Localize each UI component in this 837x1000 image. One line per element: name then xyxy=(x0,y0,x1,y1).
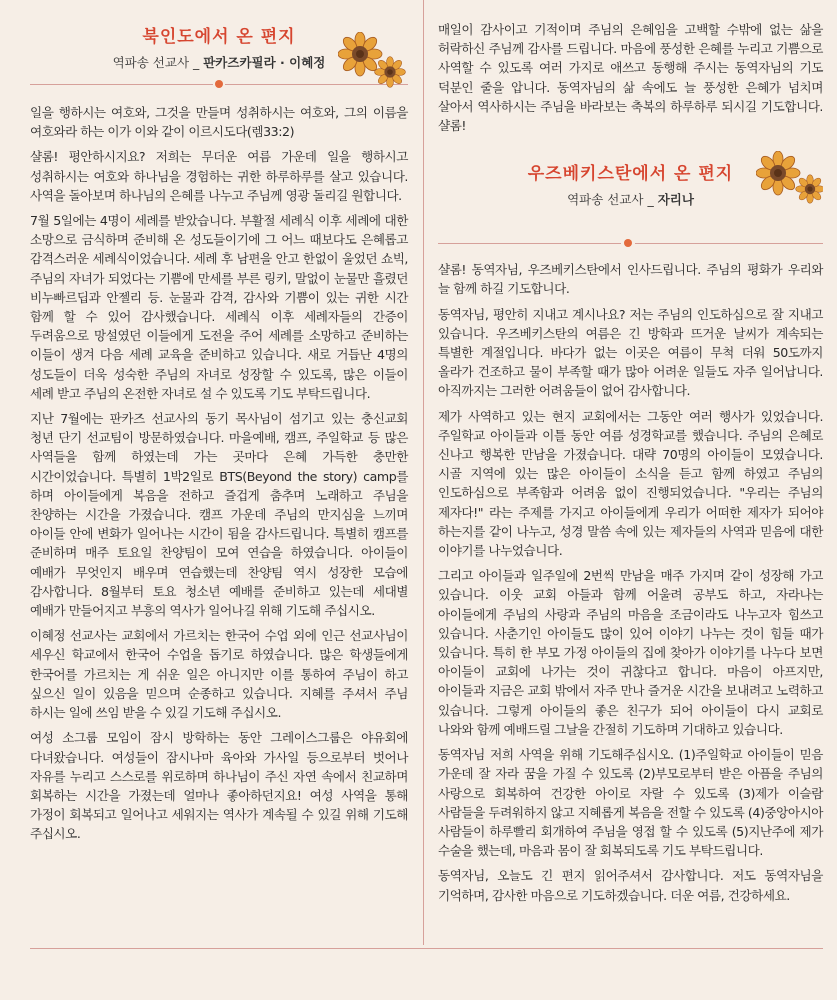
right-byline-prefix: 역파송 선교사 _ xyxy=(567,192,658,208)
right-letter-header xyxy=(438,141,823,250)
bottom-rule xyxy=(30,948,823,949)
left-letter-body xyxy=(30,103,408,844)
right-paragraph: 그리고 아이들과 일주일에 2번씩 만남을 매주 가지며 같이 성장해 가고 있습니다. 이웃 교회 아들과 함께 어울려 공부도 하고, 자라나는 아이들에게 주님의 사랑과 주님의 마음을 조금이라도 나누고자 힘쓰고 있습니다. 사춘기인 아이들도 많이 있어 이야기 나누는 것이 힘들 때가 있습니다. 특히 한 부모 가정 아이들의 집에 찾아가 이야기를 나누다 보면 아이들이 교회에 나가는 것이 귀찮다고 합니다. 마음이 아프지만, 아이들과 지금은 교회 밖에서 자주 만나 즐거운 시간을 보내려고 노력하고 있습니다. 그렇게 아이들의 좋은 친구가 되어 아이들이 다시 교회로 나와와 함께 예배드릴 그날을 간절히 기도하며 기대하고 있습니다. xyxy=(438,568,823,737)
left-paragraph: 이혜정 선교사는 교회에서 가르치는 한국어 수업 외에 인근 선교사님이 세우신 학교에서 한국어 수업을 돕기로 하였습니다. 많은 학생들에게 한국어를 가르치는 게 쉬운 일은 아니지만 이를 통하여 주님이 하고 싶으신 일이 있음을 믿으며 순종하고 있습니다. 지혜를 주셔서 주님 하시는 일에 쓰임 받을 수 있길 기도해 주십시오. xyxy=(30,628,408,721)
left-paragraph: 지난 7월에는 판카즈 선교사의 동기 목사님이 섬기고 있는 충신교회 청년 단기 선교팀이 방문하였습니다. 마을예배, 캠프, 주일학교 등 많은 사역들을 함께 하였는데 가는 곳마다 은혜 가득한 충만한 시간이었습니다. 특별히 1박2일로 BTS(Beyond the story) camp를 하며 아이들에게 복음을 전하고 즐겁게 춤추며 노래하고 주님을 찬양하는 시간을 가졌습니다. 캠프 가운데 주님의 만지심을 느끼며 아이들 안에 변화가 일어나는 시간이 됨을 감사드립니다. 특별히 캠프를 준비하며 매주 토요일 찬양팀이 모여 연습을 하였습니다. 아이들이 예배가 무엇인지 배우며 연습했는데 찬양팀 역시 성장한 모습에 감사합니다. 8월부터 토요 청소년 예배를 준비하고 있는데 세대별 예배가 만들어지고 부흥의 역사가 일어나길 위해 기도해 주십시오. xyxy=(30,411,408,619)
left-paragraph: 여성 소그룹 모임이 잠시 방학하는 동안 그레이스그룹은 야유회에 다녀왔습니다. 여성들이 잠시나마 육아와 가사일 등으로부터 벗어나 자유를 누리고 스스로를 위로하며 하나님이 주신 자연 속에서 친교하며 회복하는 시간을 가졌는데 얼마나 좋아하던지요! 여성 사역을 통해 가정이 회복되고 일어나고 세워지는 역사가 계속될 수 있길 위해 기도해 주십시오. xyxy=(30,730,408,842)
right-paragraph: 샬롬! 동역자님, 우즈베키스탄에서 인사드립니다. 주님의 평화가 우리와 늘 함께 하길 기도합니다. xyxy=(438,262,823,297)
left-letter-header xyxy=(30,0,408,91)
separator-dot xyxy=(624,239,632,247)
left-paragraph: 일을 행하시는 여호와, 그것을 만들며 성취하시는 여호와, 그의 이름을 여호와라 하는 이가 이와 같이 이르시도다(렘33:2) xyxy=(30,105,408,140)
right-sunflowers xyxy=(756,151,823,205)
left-paragraph: 샬롬! 평안하시지요? 저희는 무더운 여름 가운데 일을 행하시고 성취하시는 여호와 하나님을 경험하는 귀한 하루하루를 살고 있습니다. 사역을 돌아보며 하나님의 은혜를 나누고 주님께 영광 돌리길 원합니다. xyxy=(30,149,408,203)
right-byline-name: 자리나 xyxy=(657,192,694,208)
right-paragraph: 제가 사역하고 있는 현지 교회에서는 그동안 여러 행사가 있었습니다. 주일학교 아이들과 이틀 동안 여름 성경학교를 했습니다. 주님의 은혜로 신나고 행복한 만남을 가졌습니다. 대략 70명의 아이들이 모였습니다. 시골 지역에 있는 많은 아이들이 소식을 듣고 함께 하였고 주님의 인도하심으로 부족함과 어려움 없이 진행되었습니다. "우리는 주님의 제자다!" 라는 주제를 가지고 아이들에게 우리가 어떠한 제자가 되어야 하는지를 같이 나누고, 성경 말씀 속에 있는 제자들의 사역과 믿음에 대한 이야기를 나누었습니다. xyxy=(438,408,823,559)
column-divider xyxy=(423,0,424,945)
right-continuation xyxy=(438,20,823,135)
right-letter-title: 우즈베키스탄에서 온 편지 xyxy=(527,164,734,185)
left-column xyxy=(30,0,408,850)
right-paragraph: 동역자님, 오늘도 긴 편지 읽어주셔서 감사합니다. 저도 동역자님을 기억하며, 감사한 마음으로 기도하겠습니다. 더운 여름, 건강하세요. xyxy=(438,868,823,903)
separator-dot xyxy=(215,80,223,88)
right-paragraph: 동역자님, 평안히 지내고 계시나요? 저는 주님의 인도하심으로 잘 지내고 있습니다. 우즈베키스탄의 여름은 긴 방학과 뜨거운 날씨가 계속되는 특별한 계절입니다. 바다가 없는 이곳은 여름이 무척 더워 50도까지 올라가 건조하고 물이 부족할 때가 많아 어려운 일들도 자주 일어납니다. 아직까지는 그러한 어려움들이 없어 감사합니다. xyxy=(438,306,823,399)
left-sunflowers xyxy=(338,32,408,90)
right-paragraph: 동역자님 저희 사역을 위해 기도해주십시오. (1)주일학교 아이들이 믿음 가운데 잘 자라 꿈을 가질 수 있도록 (2)부모로부터 받은 아픔을 주님의 사랑으로 회복하여 건강한 아이로 자랄 수 있도록 (3)제가 이슬람 사람들을 두려워하지 않고 지혜롭게 복음을 전할 수 있도록 (4)중앙아시아 사람들이 하루빨리 회개하여 주님을 영접 할 수 있도록 (5)지난주에 제가 수술을 했는데, 마음과 몸이 잘 회복되도록 기도 부탁드립니다. xyxy=(438,747,823,859)
left-paragraph: 7월 5일에는 4명이 세례를 받았습니다. 부활절 세례식 이후 세례에 대한 소망으로 금식하며 준비해 온 성도들이기에 그 어느 때보다도 은혜롭고 감격스러운 세례식이었습니다. 세례 후 남편을 안고 한없이 울었던 쇼빅, 주님의 자녀가 되었다는 기쁨에 만세를 부른 링키, 말없이 눈물만 흘렸던 비누빠르딥과 안젤리 등. 눈물과 감격, 감사와 기쁨이 있는 귀한 시간 함께 할 수 있어 감사했습니다. 세례식 이후 세례자들의 간증이 두려움으로 망설였던 이들에게 도전을 주어 세례를 소망하고 준비하는 이들이 생겨 다음 세례 교육을 준비하고 있습니다. 새로 거듭난 4명의 성도들이 더욱 성숙한 주님의 자녀로 성장할 수 있도록, 많은 이들이 세례 받고 주님의 온전한 자녀로 설 수 있도록 기도 부탁드립니다. xyxy=(30,213,408,401)
left-letter-title: 북인도에서 온 편지 xyxy=(142,27,296,47)
right-letter-body xyxy=(438,260,823,905)
continuation-paragraph: 매일이 감사이고 기적이며 주님의 은혜임을 고백할 수밖에 없는 삶을 허락하신 주님께 감사를 드립니다. 마음에 풍성한 은혜를 누리고 기쁨으로 사역할 수 있도록 여러 가지로 애쓰고 동행해 주시는 동역자님의 기도 덕분인 줄을 압니다. 동역자님의 삶 속에도 늘 풍성한 은혜가 넘치며 살아서 역사하시는 주님을 바라보는 축복의 하루하루 되시길 기도합니다. 샬롬! xyxy=(438,22,823,134)
sunflower-icon xyxy=(756,151,823,205)
sunflower-icon xyxy=(338,32,408,90)
left-byline-prefix: 역파송 선교사 _ xyxy=(112,55,204,70)
left-byline-name: 판카즈카필라 · 이혜정 xyxy=(203,55,326,70)
right-separator xyxy=(438,236,823,250)
right-column xyxy=(438,0,823,911)
